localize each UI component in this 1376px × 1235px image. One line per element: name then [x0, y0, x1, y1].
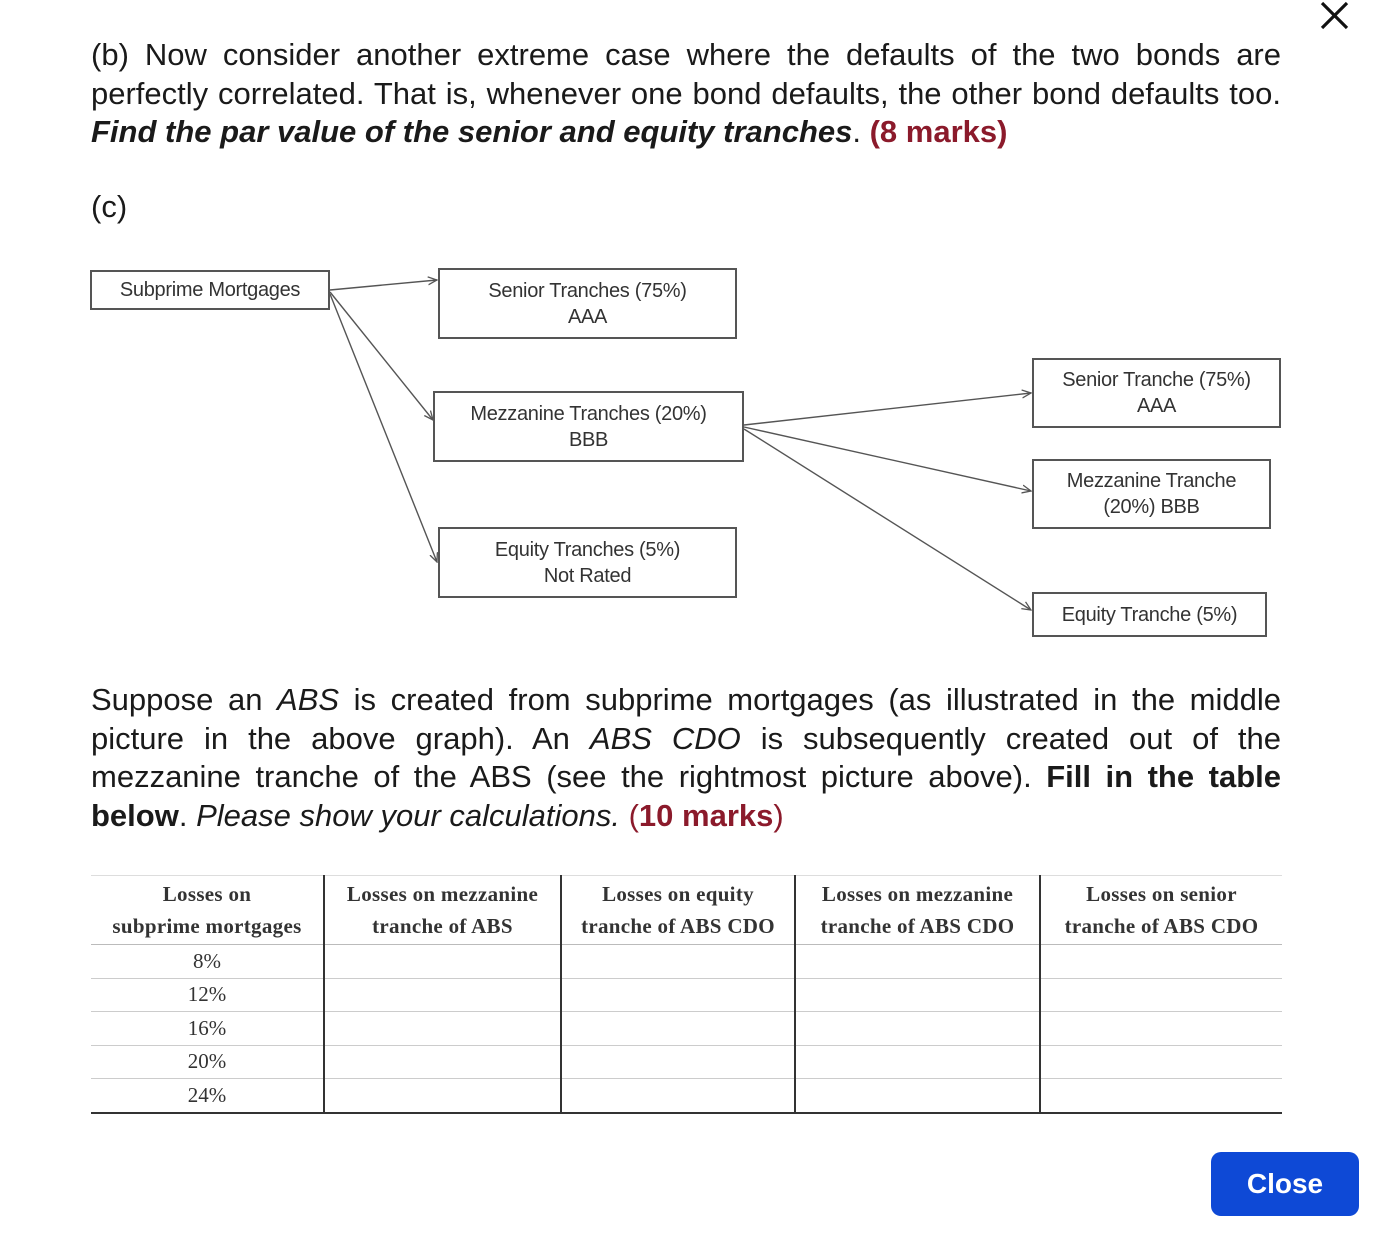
loss-rate-cell: 20% [91, 1045, 324, 1079]
loss-rate-cell: 8% [91, 945, 324, 979]
part-c-marks: 10 marks [638, 797, 774, 833]
answer-cell[interactable] [561, 1079, 795, 1113]
header-losses-mezz-cdo: Losses on mezzanine tranche of ABS CDO [795, 876, 1040, 945]
answer-cell[interactable] [795, 978, 1040, 1012]
box-cdo-mezzanine: Mezzanine Tranche (20%) BBB [1032, 459, 1271, 529]
arrow-to-cdo-equity [744, 429, 1031, 610]
box-cdo-senior: Senior Tranche (75%) AAA [1032, 358, 1281, 428]
table-row [91, 1045, 1282, 1079]
part-b-question: (b) Now consider another extreme case where the defaults of the two bonds are perfectly correlated. That is, whenever one bond defaults, the other bond defaults too. Find the par value of the senior and equity tranches. (8 marks) [91, 37, 1281, 149]
arrow-to-abs-mezzanine [330, 292, 433, 420]
answer-cell[interactable] [324, 1079, 561, 1113]
table-header-row [91, 876, 1282, 945]
answer-cell[interactable] [561, 1012, 795, 1046]
answer-cell[interactable] [795, 945, 1040, 979]
answer-cell[interactable] [1040, 1045, 1282, 1079]
answer-cell[interactable] [795, 1012, 1040, 1046]
answer-cell[interactable] [795, 1045, 1040, 1079]
table-row [91, 1079, 1282, 1113]
box-abs-mezzanine: Mezzanine Tranches (20%) BBB [433, 391, 744, 462]
answer-cell[interactable] [561, 978, 795, 1012]
box-subprime-mortgages: Subprime Mortgages [90, 270, 330, 310]
header-losses-senior-cdo: Losses on senior tranche of ABS CDO [1040, 876, 1282, 945]
answer-cell[interactable] [324, 978, 561, 1012]
box-abs-equity: Equity Tranches (5%) Not Rated [438, 527, 737, 598]
losses-table [91, 875, 1282, 1114]
answer-cell[interactable] [561, 1045, 795, 1079]
answer-cell[interactable] [324, 1012, 561, 1046]
arrow-to-cdo-mezzanine [744, 427, 1031, 491]
loss-rate-cell: 24% [91, 1079, 324, 1113]
header-losses-mezz-abs: Losses on mezzanine tranche of ABS [324, 876, 561, 945]
close-button[interactable]: Close [1211, 1152, 1359, 1216]
part-c-label: (c) [91, 189, 128, 224]
arrow-to-abs-equity [330, 294, 437, 562]
box-abs-senior: Senior Tranches (75%) AAA [438, 268, 737, 339]
arrow-to-abs-senior [330, 280, 437, 290]
table-row [91, 978, 1282, 1012]
loss-rate-cell: 12% [91, 978, 324, 1012]
answer-cell[interactable] [1040, 1012, 1282, 1046]
box-cdo-equity: Equity Tranche (5%) [1032, 592, 1267, 637]
part-b-marks: (8 marks) [869, 114, 1008, 149]
table-row [91, 1012, 1282, 1046]
loss-rate-cell: 16% [91, 1012, 324, 1046]
answer-cell[interactable] [324, 945, 561, 979]
header-losses-equity-cdo: Losses on equity tranche of ABS CDO [561, 876, 795, 945]
answer-cell[interactable] [1040, 945, 1282, 979]
header-losses-subprime: Losses on subprime mortgages [91, 876, 324, 945]
answer-cell[interactable] [1040, 978, 1282, 1012]
part-c-task: Fill in the table below [91, 759, 1281, 833]
answer-cell[interactable] [561, 945, 795, 979]
part-c-question: Suppose an ABS is created from subprime mortgages (as illustrated in the middle picture in the above graph). An ABS CDO is subsequently created out of the mezzanine tranche of the ABS (see the rightmost picture above). Fill in the table below. Please show your calculations. (10 marks) [91, 682, 1281, 833]
answer-cell[interactable] [795, 1079, 1040, 1113]
arrow-to-cdo-senior [744, 393, 1031, 425]
table-row [91, 945, 1282, 979]
answer-cell[interactable] [1040, 1079, 1282, 1113]
part-b-task: Find the par value of the senior and equity tranches [91, 114, 853, 149]
answer-cell[interactable] [324, 1045, 561, 1079]
